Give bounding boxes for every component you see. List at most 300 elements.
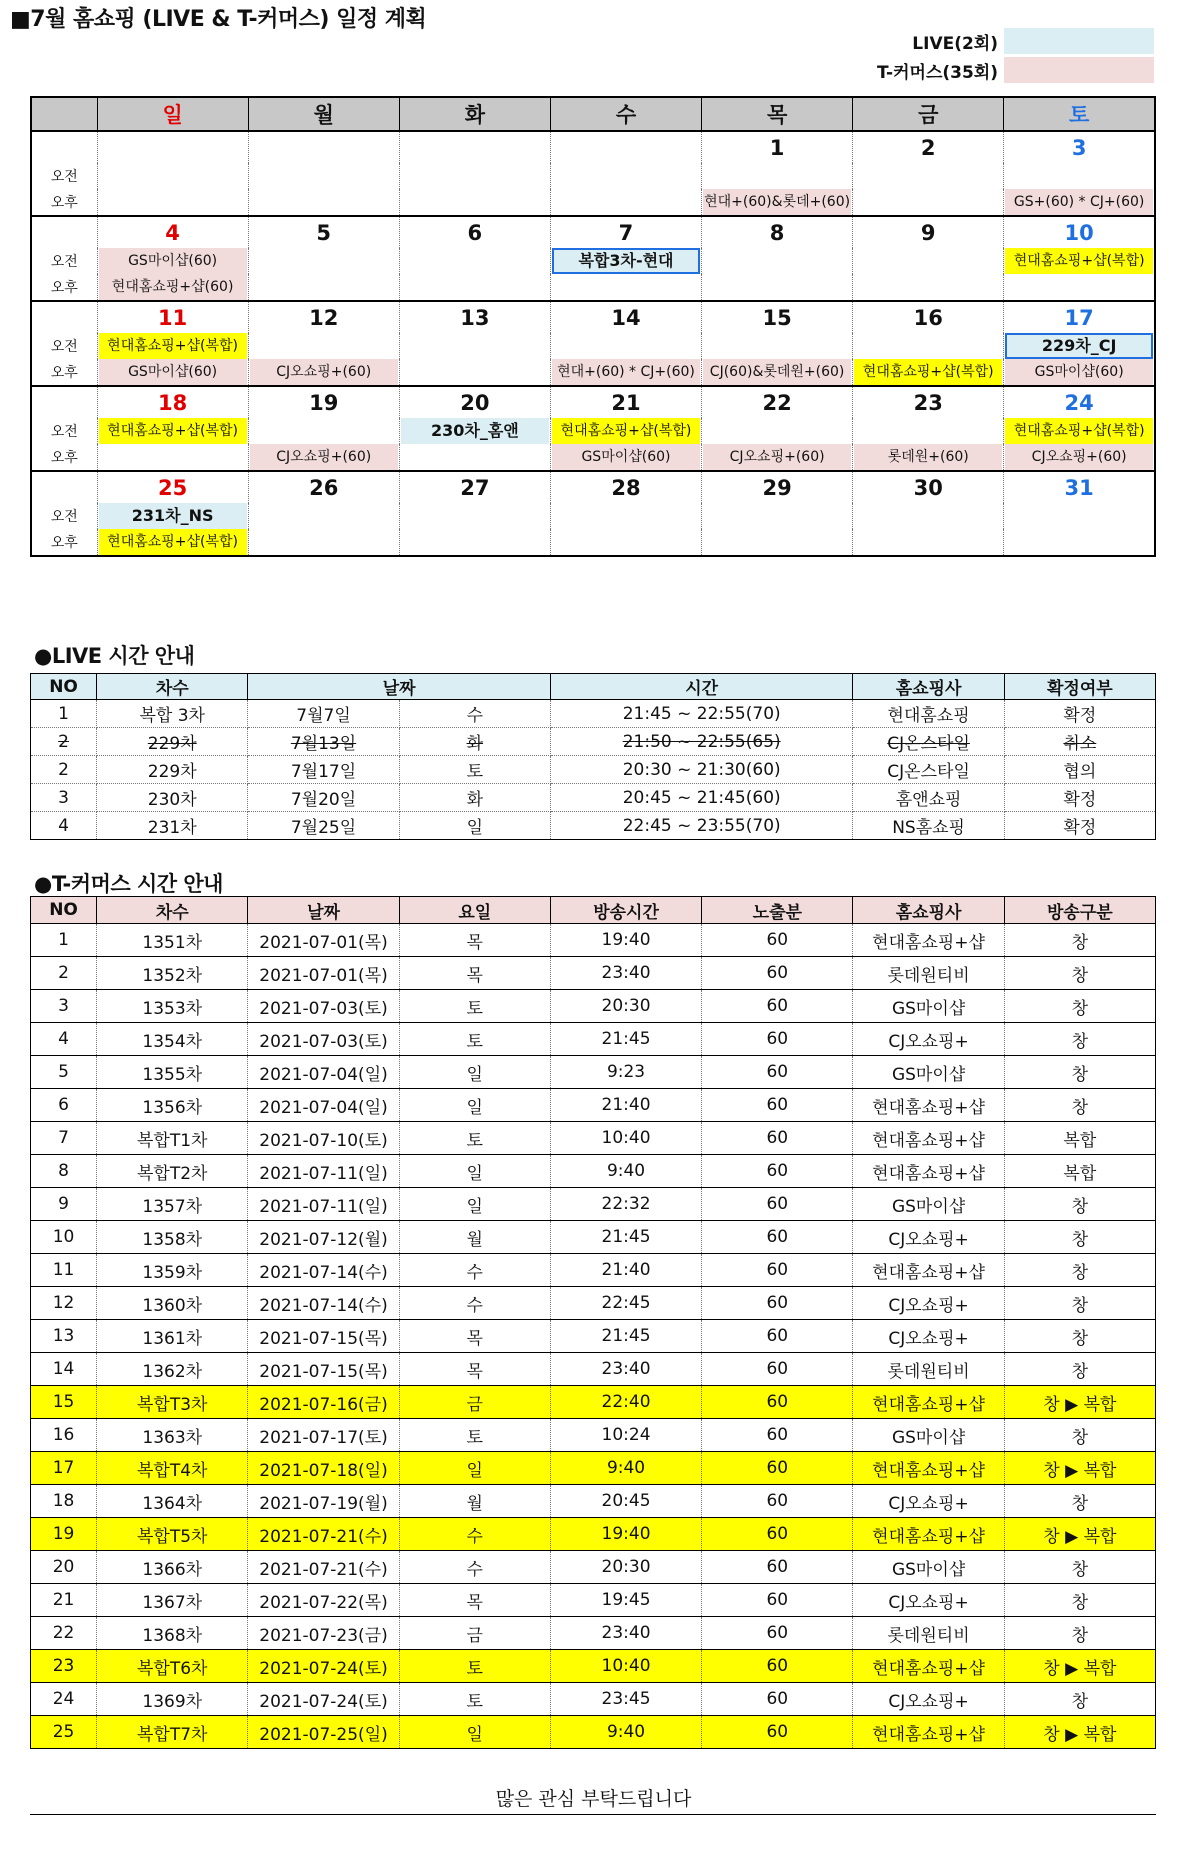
tcommerce-cell: 6	[31, 1089, 97, 1122]
live-cell-no: 3	[31, 784, 97, 812]
calendar-slot	[1004, 333, 1155, 359]
pm-label: 오후	[31, 189, 97, 216]
calendar-slot	[399, 163, 550, 189]
schedule-event[interactable]: GS마이샵(60)	[99, 359, 247, 385]
tcommerce-row	[31, 1617, 1156, 1650]
calendar-day-number: 11	[97, 301, 248, 333]
calendar-slot	[702, 444, 853, 471]
calendar-day-number: 20	[399, 386, 550, 418]
calendar-day-number: 21	[550, 386, 701, 418]
tcommerce-cell: 1356차	[97, 1089, 248, 1122]
calendar-slot	[248, 503, 399, 529]
schedule-event[interactable]: CJ오쇼핑+(60)	[703, 444, 851, 470]
tcommerce-cell: 창	[1004, 1419, 1155, 1452]
week-label-blank	[31, 301, 97, 333]
tcommerce-cell: 2021-07-25(일)	[248, 1716, 399, 1749]
pm-label: 오후	[31, 359, 97, 386]
calendar-week	[31, 471, 1155, 503]
tcommerce-cell: 21:45	[550, 1023, 701, 1056]
live-cell-time: 21:45 ~ 22:55(70)	[550, 700, 853, 728]
tcommerce-cell: 일	[399, 1089, 550, 1122]
tcommerce-cell: 60	[702, 1353, 853, 1386]
tcommerce-cell: 토	[399, 1419, 550, 1452]
weekday-header: 금	[853, 97, 1004, 131]
live-cell-date: 7월20일	[248, 784, 399, 812]
live-cell-time: 20:45 ~ 21:45(60)	[550, 784, 853, 812]
calendar-day-number: 7	[550, 216, 701, 248]
tcommerce-header: 노출분	[702, 897, 853, 924]
calendar-pm-row	[31, 189, 1155, 216]
calendar-day-number: 9	[853, 216, 1004, 248]
tcommerce-cell: 13	[31, 1320, 97, 1353]
tcommerce-cell: 23:45	[550, 1683, 701, 1716]
tcommerce-cell: 2021-07-24(토)	[248, 1683, 399, 1716]
calendar-day-number: 27	[399, 471, 550, 503]
tcommerce-cell: 현대홈쇼핑+샵	[853, 1122, 1004, 1155]
tcommerce-cell: 60	[702, 1683, 853, 1716]
tcommerce-cell: 토	[399, 990, 550, 1023]
tcommerce-cell: 9:40	[550, 1155, 701, 1188]
tcommerce-cell: 현대홈쇼핑+샵	[853, 1452, 1004, 1485]
tcommerce-cell: 1358차	[97, 1221, 248, 1254]
tcommerce-cell: 창	[1004, 1089, 1155, 1122]
tcommerce-cell: 2021-07-11(일)	[248, 1155, 399, 1188]
calendar-day-number	[399, 131, 550, 163]
tcommerce-cell: 창	[1004, 1023, 1155, 1056]
live-cell-company: CJ온스타일	[853, 728, 1004, 756]
tcommerce-cell: 현대홈쇼핑+샵	[853, 1089, 1004, 1122]
calendar-slot	[1004, 274, 1155, 301]
live-header-status: 확정여부	[1004, 674, 1155, 700]
tcommerce-cell: 창	[1004, 1287, 1155, 1320]
tcommerce-cell: GS마이샵	[853, 990, 1004, 1023]
live-cell-day: 토	[399, 756, 550, 784]
tcommerce-cell: 창	[1004, 957, 1155, 990]
tcommerce-cell: 19:40	[550, 1518, 701, 1551]
calendar-slot	[550, 359, 701, 386]
tcommerce-cell: 2021-07-18(일)	[248, 1452, 399, 1485]
tcommerce-cell: 10:40	[550, 1650, 701, 1683]
tcommerce-row	[31, 1023, 1156, 1056]
calendar-slot	[550, 189, 701, 216]
tcommerce-cell: 창	[1004, 1320, 1155, 1353]
tcommerce-cell: 1360차	[97, 1287, 248, 1320]
tcommerce-row	[31, 924, 1156, 957]
tcommerce-row	[31, 1287, 1156, 1320]
calendar-day-number: 24	[1004, 386, 1155, 418]
tcommerce-cell: 19:45	[550, 1584, 701, 1617]
tcommerce-cell: 현대홈쇼핑+샵	[853, 1386, 1004, 1419]
tcommerce-cell: 3	[31, 990, 97, 1023]
calendar-day-number: 6	[399, 216, 550, 248]
pm-label: 오후	[31, 529, 97, 556]
calendar-slot	[1004, 529, 1155, 556]
calendar-day-number: 28	[550, 471, 701, 503]
tcommerce-cell: 21:40	[550, 1254, 701, 1287]
tcommerce-cell: CJ오쇼핑+	[853, 1584, 1004, 1617]
tcommerce-cell: 1355차	[97, 1056, 248, 1089]
tcommerce-row	[31, 1353, 1156, 1386]
tcommerce-cell: 1352차	[97, 957, 248, 990]
live-cell-no: 2	[31, 728, 97, 756]
calendar-header	[31, 97, 1155, 131]
schedule-event[interactable]: GS마이샵(60)	[552, 444, 700, 470]
calendar-slot	[702, 359, 853, 386]
tcommerce-cell: 복합T5차	[97, 1518, 248, 1551]
calendar-day-number: 25	[97, 471, 248, 503]
schedule-event[interactable]: GS마이샵(60)	[99, 248, 247, 274]
live-cell-time: 21:50 ~ 22:55(65)	[550, 728, 853, 756]
legend-tcommerce-label: T-커머스(35회)	[876, 62, 998, 83]
tcommerce-cell: 현대홈쇼핑+샵	[853, 1518, 1004, 1551]
live-cell-day: 화	[399, 728, 550, 756]
tcommerce-cell: 17	[31, 1452, 97, 1485]
calendar-slot	[702, 189, 853, 216]
footer-message: 많은 관심 부탁드립니다	[495, 1788, 692, 1810]
tcommerce-cell: 2021-07-21(수)	[248, 1518, 399, 1551]
tcommerce-row	[31, 1650, 1156, 1683]
footer-divider	[30, 1814, 1156, 1815]
schedule-event[interactable]: 230차_홈앤	[401, 418, 549, 444]
schedule-event[interactable]: 현대홈쇼핑+샵(복합)	[854, 359, 1002, 385]
tcommerce-cell: 2021-07-04(일)	[248, 1089, 399, 1122]
live-section-title: ●LIVE 시간 안내	[34, 644, 195, 668]
live-cell-no: 4	[31, 812, 97, 840]
calendar-corner	[31, 97, 97, 131]
tcommerce-cell: 현대홈쇼핑+샵	[853, 1254, 1004, 1287]
schedule-event[interactable]: 현대+(60) * CJ+(60)	[552, 359, 700, 385]
schedule-event[interactable]: 229차_CJ	[1005, 333, 1153, 359]
tcommerce-cell: 1367차	[97, 1584, 248, 1617]
calendar-day-number: 30	[853, 471, 1004, 503]
calendar-slot	[550, 333, 701, 359]
tcommerce-cell: 2021-07-15(목)	[248, 1353, 399, 1386]
tcommerce-cell: 60	[702, 1452, 853, 1485]
calendar-slot	[248, 359, 399, 386]
tcommerce-cell: CJ오쇼핑+	[853, 1683, 1004, 1716]
live-cell-status: 확정	[1004, 700, 1155, 728]
tcommerce-cell: 창	[1004, 1221, 1155, 1254]
calendar-day-number: 1	[702, 131, 853, 163]
tcommerce-cell: 60	[702, 1188, 853, 1221]
schedule-event[interactable]: 롯데원+(60)	[854, 444, 1002, 470]
calendar-slot	[97, 163, 248, 189]
tcommerce-row	[31, 1221, 1156, 1254]
schedule-event[interactable]: 현대홈쇼핑+샵(복합)	[1005, 418, 1153, 444]
tcommerce-cell: 2021-07-19(월)	[248, 1485, 399, 1518]
live-cell-date: 7월17일	[248, 756, 399, 784]
tcommerce-header: NO	[31, 897, 97, 924]
am-label: 오전	[31, 503, 97, 529]
schedule-event[interactable]: 231차_NS	[99, 503, 247, 529]
tcommerce-cell: GS마이샵	[853, 1188, 1004, 1221]
tcommerce-cell: 60	[702, 1716, 853, 1749]
tcommerce-cell: 일	[399, 1056, 550, 1089]
tcommerce-cell: 창	[1004, 924, 1155, 957]
calendar-week	[31, 216, 1155, 248]
tcommerce-cell: 복합T4차	[97, 1452, 248, 1485]
calendar-slot	[853, 444, 1004, 471]
tcommerce-cell: 2021-07-21(수)	[248, 1551, 399, 1584]
tcommerce-cell: 일	[399, 1716, 550, 1749]
tcommerce-cell: 60	[702, 957, 853, 990]
schedule-event[interactable]: 현대+(60)&롯데+(60)	[703, 189, 851, 215]
tcommerce-cell: 2021-07-12(월)	[248, 1221, 399, 1254]
legend-tcommerce-swatch	[1004, 57, 1154, 83]
calendar-slot	[550, 529, 701, 556]
calendar-week	[31, 301, 1155, 333]
tcommerce-cell: 창	[1004, 1353, 1155, 1386]
calendar-slot	[853, 189, 1004, 216]
live-table	[30, 673, 1156, 840]
schedule-event[interactable]: 현대홈쇼핑+샵(복합)	[99, 333, 247, 359]
legend-live-label: LIVE(2회)	[912, 33, 998, 54]
tcommerce-row	[31, 1584, 1156, 1617]
calendar-slot	[248, 274, 399, 301]
calendar-slot	[853, 274, 1004, 301]
calendar-slot	[97, 529, 248, 556]
calendar-slot	[97, 444, 248, 471]
live-cell-round: 복합 3차	[97, 700, 248, 728]
tcommerce-row	[31, 990, 1156, 1023]
tcommerce-cell: 10	[31, 1221, 97, 1254]
calendar-slot	[248, 418, 399, 444]
tcommerce-cell: 목	[399, 1320, 550, 1353]
tcommerce-cell: 20:30	[550, 1551, 701, 1584]
tcommerce-cell: 60	[702, 1254, 853, 1287]
calendar-slot	[702, 418, 853, 444]
legend-live	[912, 28, 1154, 54]
calendar-slot	[550, 163, 701, 189]
tcommerce-cell: 일	[399, 1452, 550, 1485]
tcommerce-cell: 23:40	[550, 1617, 701, 1650]
calendar-day-number: 22	[702, 386, 853, 418]
calendar-am-row	[31, 418, 1155, 444]
calendar-am-row	[31, 163, 1155, 189]
tcommerce-cell: CJ오쇼핑+	[853, 1287, 1004, 1320]
tcommerce-row	[31, 1122, 1156, 1155]
live-cell-status: 확정	[1004, 784, 1155, 812]
calendar-slot	[550, 444, 701, 471]
tcommerce-cell: 9:23	[550, 1056, 701, 1089]
calendar-slot	[1004, 444, 1155, 471]
live-cell-round: 229차	[97, 756, 248, 784]
am-label: 오전	[31, 163, 97, 189]
live-cell-company: 현대홈쇼핑	[853, 700, 1004, 728]
calendar-pm-row	[31, 359, 1155, 386]
tcommerce-cell: 현대홈쇼핑+샵	[853, 1716, 1004, 1749]
tcommerce-cell: 60	[702, 1386, 853, 1419]
calendar-pm-row	[31, 274, 1155, 301]
tcommerce-cell: CJ오쇼핑+	[853, 1023, 1004, 1056]
tcommerce-cell: 21	[31, 1584, 97, 1617]
tcommerce-cell: 21:45	[550, 1320, 701, 1353]
calendar-slot	[248, 189, 399, 216]
week-label-blank	[31, 216, 97, 248]
weekday-header: 목	[702, 97, 853, 131]
calendar-slot	[1004, 503, 1155, 529]
tcommerce-header: 차수	[97, 897, 248, 924]
tcommerce-cell: 1	[31, 924, 97, 957]
schedule-event[interactable]: 현대홈쇼핑+샵(복합)	[552, 418, 700, 444]
schedule-event[interactable]: GS+(60) * CJ+(60)	[1005, 189, 1153, 215]
tcommerce-cell: 1363차	[97, 1419, 248, 1452]
tcommerce-cell: 15	[31, 1386, 97, 1419]
tcommerce-cell: 2021-07-03(토)	[248, 1023, 399, 1056]
am-label: 오전	[31, 418, 97, 444]
calendar-day-number: 2	[853, 131, 1004, 163]
schedule-event[interactable]: GS마이샵(60)	[1005, 359, 1153, 385]
calendar-day-number: 23	[853, 386, 1004, 418]
calendar-slot	[550, 248, 701, 274]
calendar-slot	[399, 333, 550, 359]
tcommerce-cell: 2021-07-04(일)	[248, 1056, 399, 1089]
tcommerce-cell: 1368차	[97, 1617, 248, 1650]
tcommerce-cell: 창 ▶ 복합	[1004, 1716, 1155, 1749]
calendar-slot	[853, 529, 1004, 556]
tcommerce-cell: 목	[399, 924, 550, 957]
tcommerce-cell: 25	[31, 1716, 97, 1749]
tcommerce-cell: 9:40	[550, 1452, 701, 1485]
tcommerce-row	[31, 1254, 1156, 1287]
calendar-day-number: 8	[702, 216, 853, 248]
tcommerce-cell: 복합T7차	[97, 1716, 248, 1749]
schedule-event[interactable]: 복합3차-현대	[552, 248, 700, 274]
calendar-slot	[1004, 359, 1155, 386]
tcommerce-cell: 창	[1004, 1617, 1155, 1650]
calendar-slot	[853, 163, 1004, 189]
calendar-slot	[399, 248, 550, 274]
tcommerce-cell: 2021-07-23(금)	[248, 1617, 399, 1650]
live-cell-company: CJ온스타일	[853, 756, 1004, 784]
tcommerce-table	[30, 896, 1156, 1749]
tcommerce-section-title: ●T-커머스 시간 안내	[34, 872, 223, 896]
live-cell-round: 230차	[97, 784, 248, 812]
calendar-slot	[399, 529, 550, 556]
tcommerce-cell: 1353차	[97, 990, 248, 1023]
tcommerce-cell: 2021-07-24(토)	[248, 1650, 399, 1683]
calendar-slot	[97, 189, 248, 216]
calendar-day-number: 26	[248, 471, 399, 503]
tcommerce-cell: 금	[399, 1386, 550, 1419]
tcommerce-cell: 4	[31, 1023, 97, 1056]
calendar-slot	[248, 529, 399, 556]
tcommerce-cell: 22:32	[550, 1188, 701, 1221]
calendar-day-number: 15	[702, 301, 853, 333]
live-row	[31, 756, 1156, 784]
tcommerce-cell: 8	[31, 1155, 97, 1188]
calendar-am-row	[31, 503, 1155, 529]
live-cell-time: 22:45 ~ 23:55(70)	[550, 812, 853, 840]
live-cell-day: 수	[399, 700, 550, 728]
calendar-slot	[702, 333, 853, 359]
schedule-event[interactable]: CJ오쇼핑+(60)	[250, 359, 398, 385]
schedule-event[interactable]: 현대홈쇼핑+샵(복합)	[99, 418, 247, 444]
tcommerce-cell: 16	[31, 1419, 97, 1452]
calendar-day-number: 18	[97, 386, 248, 418]
calendar	[30, 96, 1156, 557]
tcommerce-cell: 금	[399, 1617, 550, 1650]
tcommerce-cell: 월	[399, 1221, 550, 1254]
tcommerce-cell: 토	[399, 1650, 550, 1683]
tcommerce-row	[31, 957, 1156, 990]
tcommerce-cell: 2	[31, 957, 97, 990]
week-label-blank	[31, 386, 97, 418]
tcommerce-cell: 복합T3차	[97, 1386, 248, 1419]
tcommerce-cell: 9:40	[550, 1716, 701, 1749]
live-cell-day: 화	[399, 784, 550, 812]
schedule-event[interactable]: 현대홈쇼핑+샵(복합)	[99, 529, 247, 555]
tcommerce-cell: 창	[1004, 1551, 1155, 1584]
pm-label: 오후	[31, 274, 97, 301]
tcommerce-cell: 일	[399, 1188, 550, 1221]
weekday-header: 화	[399, 97, 550, 131]
tcommerce-cell: 2021-07-17(토)	[248, 1419, 399, 1452]
tcommerce-cell: 창	[1004, 1188, 1155, 1221]
tcommerce-header: 방송구분	[1004, 897, 1155, 924]
schedule-event[interactable]: CJ오쇼핑+(60)	[250, 444, 398, 470]
calendar-day-number: 17	[1004, 301, 1155, 333]
calendar-pm-row	[31, 444, 1155, 471]
schedule-event[interactable]: CJ오쇼핑+(60)	[1005, 444, 1153, 470]
calendar-slot	[853, 248, 1004, 274]
tcommerce-cell: 2021-07-14(수)	[248, 1254, 399, 1287]
calendar-day-number: 16	[853, 301, 1004, 333]
schedule-event[interactable]: 현대홈쇼핑+샵(복합)	[1005, 248, 1153, 274]
calendar-slot	[97, 503, 248, 529]
live-cell-status: 확정	[1004, 812, 1155, 840]
calendar-day-number	[550, 131, 701, 163]
calendar-pm-row	[31, 529, 1155, 556]
tcommerce-cell: 60	[702, 990, 853, 1023]
calendar-slot	[1004, 189, 1155, 216]
calendar-slot	[550, 503, 701, 529]
tcommerce-cell: 23	[31, 1650, 97, 1683]
live-cell-status: 협의	[1004, 756, 1155, 784]
calendar-day-number: 5	[248, 216, 399, 248]
schedule-event[interactable]: CJ(60)&롯데원+(60)	[703, 359, 851, 385]
calendar-slot	[97, 248, 248, 274]
tcommerce-cell: 11	[31, 1254, 97, 1287]
tcommerce-cell: 9	[31, 1188, 97, 1221]
live-cell-company: NS홈쇼핑	[853, 812, 1004, 840]
legend-tcommerce	[877, 57, 1154, 83]
tcommerce-cell: 수	[399, 1518, 550, 1551]
tcommerce-cell: 1369차	[97, 1683, 248, 1716]
tcommerce-cell: 1364차	[97, 1485, 248, 1518]
tcommerce-cell: 20:45	[550, 1485, 701, 1518]
tcommerce-row	[31, 1716, 1156, 1749]
tcommerce-cell: 복합	[1004, 1122, 1155, 1155]
weekday-header: 일	[97, 97, 248, 131]
live-row	[31, 700, 1156, 728]
tcommerce-cell: 60	[702, 1419, 853, 1452]
tcommerce-cell: 1362차	[97, 1353, 248, 1386]
calendar-slot	[248, 248, 399, 274]
tcommerce-cell: CJ오쇼핑+	[853, 1320, 1004, 1353]
live-row	[31, 728, 1156, 756]
tcommerce-cell: 60	[702, 1122, 853, 1155]
calendar-day-number: 10	[1004, 216, 1155, 248]
calendar-slot	[702, 274, 853, 301]
calendar-slot	[97, 418, 248, 444]
calendar-am-row	[31, 248, 1155, 274]
tcommerce-cell: GS마이샵	[853, 1056, 1004, 1089]
tcommerce-cell: 60	[702, 1320, 853, 1353]
calendar-slot	[399, 503, 550, 529]
schedule-event[interactable]: 현대홈쇼핑+샵(60)	[99, 274, 247, 300]
tcommerce-cell: 23:40	[550, 957, 701, 990]
